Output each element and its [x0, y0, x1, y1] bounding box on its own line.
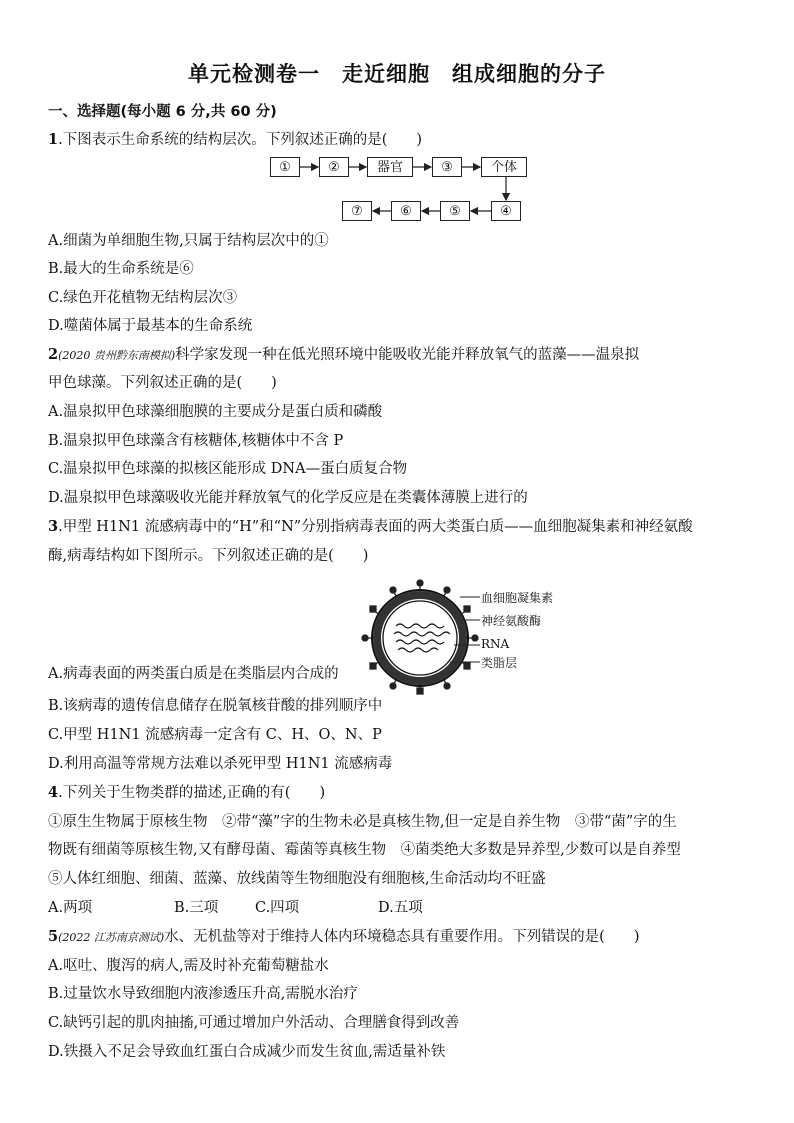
- question-5-stem: [48, 927, 639, 948]
- question-number: 2: [48, 346, 59, 363]
- question-number: 4: [48, 784, 59, 801]
- q5-option-b: B.过量饮水导致细胞内液渗透压升高,需脱水治疗: [48, 986, 358, 1002]
- q1-option-d: D.噬菌体属于最基本的生命系统: [48, 318, 253, 334]
- q4-statement-line-3: ⑤人体红细胞、细菌、蓝藻、放线菌等生物细胞没有细胞核,生命活动均不旺盛: [48, 871, 546, 887]
- flow-box-individual: 个体: [481, 157, 527, 177]
- flow-box-1: ①: [270, 157, 300, 177]
- label-rna: RNA: [481, 637, 510, 651]
- q2-option-b: B.温泉拟甲色球藻含有核糖体,核糖体中不含 P: [48, 433, 344, 449]
- flow-box-4: ④: [491, 201, 521, 221]
- question-number: 3: [48, 518, 59, 535]
- question-3-stem-cont: 酶,病毒结构如下图所示。下列叙述正确的是( ): [48, 548, 369, 564]
- q1-option-b: B.最大的生命系统是⑥: [48, 261, 194, 277]
- flow-box-7: ⑦: [342, 201, 372, 221]
- flow-box-5: ⑤: [440, 201, 470, 221]
- q5-option-c: C.缺钙引起的肌肉抽搐,可通过增加户外活动、合理膳食得到改善: [48, 1015, 460, 1031]
- flow-arrows: [0, 0, 794, 240]
- q3-option-a: A.病毒表面的两类蛋白质是在类脂层内合成的: [48, 666, 339, 682]
- q4-option-c: C.四项: [255, 900, 300, 916]
- stem-text: 科学家发现一种在低光照环境中能吸收光能并释放氧气的蓝藻——温泉拟: [175, 347, 640, 363]
- question-number: 1: [48, 131, 59, 148]
- virus-label-leaders: [440, 585, 484, 675]
- q4-statement-line-2: 物既有细菌等原核生物,又有酵母菌、霉菌等真核生物 ④菌类绝大多数是异养型,少数可以是自养型: [48, 842, 681, 858]
- q3-option-c: C.甲型 H1N1 流感病毒一定含有 C、H、O、N、P: [48, 727, 382, 743]
- q1-option-c: C.绿色开花植物无结构层次③: [48, 290, 238, 306]
- question-3-stem: [48, 517, 693, 537]
- stem-text: .下图表示生命系统的结构层次。下列叙述正确的是( ): [58, 132, 423, 148]
- q1-option-a: A.细菌为单细胞生物,只属于结构层次中的①: [48, 233, 329, 249]
- flow-box-organ: 器官: [367, 157, 413, 177]
- q5-option-d: D.铁摄入不足会导致血红蛋白合成减少而发生贫血,需适量补铁: [48, 1044, 446, 1060]
- question-4-stem: [48, 783, 325, 803]
- stem-text: .甲型 H1N1 流感病毒中的“H”和“N”分别指病毒表面的两大类蛋白质——血细胞凝集素和神经氨酸: [58, 519, 693, 535]
- source-note: (2020 贵州黔东南模拟): [58, 349, 176, 362]
- label-lipid-layer: 类脂层: [481, 656, 518, 670]
- question-2-stem: [48, 345, 639, 366]
- q3-option-b: B.该病毒的遗传信息储存在脱氧核苷酸的排列顺序中: [48, 698, 383, 714]
- q4-option-a: A.两项: [48, 900, 93, 916]
- stem-text: 水、无机盐等对于维持人体内环境稳态具有重要作用。下列错误的是( ): [164, 929, 640, 945]
- q4-statement-line-1: ①原生生物属于原核生物 ②带“藻”字的生物未必是真核生物,但一定是自养生物 ③带“菌”字的生: [48, 814, 677, 830]
- source-note: (2022 江苏南京测试): [58, 931, 165, 944]
- q4-option-b: B.三项: [174, 900, 219, 916]
- q5-option-a: A.呕吐、腹泻的病人,需及时补充葡萄糖盐水: [48, 958, 329, 974]
- question-2-stem-cont: 甲色球藻。下列叙述正确的是( ): [48, 375, 277, 391]
- q2-option-a: A.温泉拟甲色球藻细胞膜的主要成分是蛋白质和磷酸: [48, 404, 383, 420]
- q3-option-d: D.利用高温等常规方法难以杀死甲型 H1N1 流感病毒: [48, 756, 393, 772]
- section-text: 一、选择题(每小题 6 分,共 60 分): [48, 104, 277, 120]
- question-number: 5: [48, 928, 59, 945]
- flow-box-2: ②: [319, 157, 349, 177]
- page-title: 单元检测卷一 走近细胞 组成细胞的分子: [188, 62, 606, 86]
- q2-option-c: C.温泉拟甲色球藻的拟核区能形成 DNA—蛋白质复合物: [48, 461, 408, 477]
- q2-option-d: D.温泉拟甲色球藻吸收光能并释放氧气的化学反应是在类囊体薄膜上进行的: [48, 490, 528, 506]
- stem-text: .下列关于生物类群的描述,正确的有( ): [58, 785, 326, 801]
- flow-box-6: ⑥: [391, 201, 421, 221]
- flow-box-3: ③: [432, 157, 462, 177]
- label-hemagglutinin: 血细胞凝集素: [481, 591, 554, 605]
- q4-option-d: D.五项: [378, 900, 423, 916]
- label-neuraminidase: 神经氨酸酶: [481, 614, 542, 628]
